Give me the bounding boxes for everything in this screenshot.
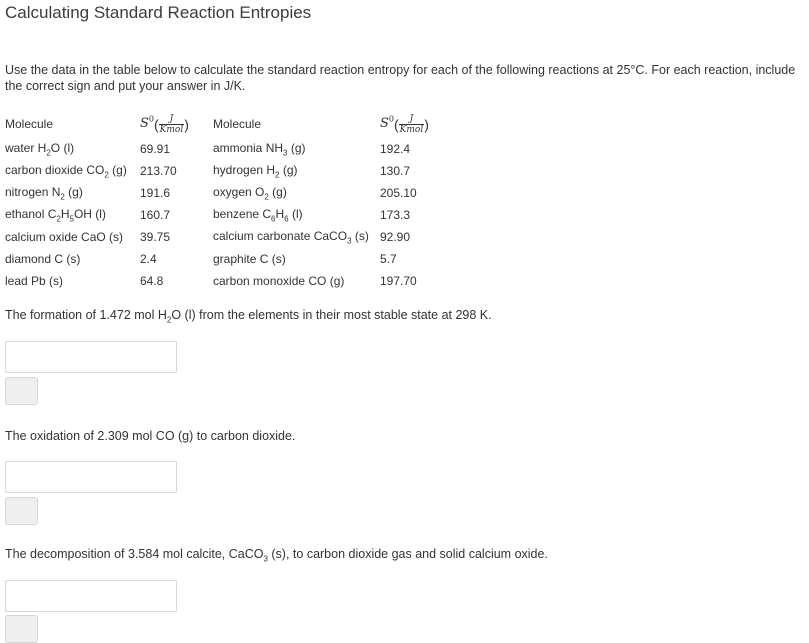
entropy-value-cell: 39.75 xyxy=(140,230,171,244)
header-s0-1: $S^0$( $\frac{J}{\text{Kmol}}$ ) xyxy=(140,113,189,135)
unit-selector-3[interactable] xyxy=(5,615,38,643)
entropy-value-cell: 160.7 xyxy=(140,208,171,222)
answer-input-3[interactable] xyxy=(5,580,177,612)
entropy-value-cell: 5.7 xyxy=(380,252,397,266)
entropy-value-cell: 2.4 xyxy=(140,252,157,266)
answer-input-2[interactable] xyxy=(5,461,177,493)
entropy-value-cell: 173.3 xyxy=(380,208,411,222)
question-1-text: The formation of 1.472 mol $H_2O$ (l) from the elements in their most stable state at 298 K. xyxy=(5,308,492,325)
molecule-cell: lead Pb (s) xyxy=(5,274,64,288)
entropy-value-cell: 192.4 xyxy=(380,142,411,156)
header-molecule-2: Molecule xyxy=(213,117,262,131)
entropy-value-cell: 205.10 xyxy=(380,186,417,200)
entropy-value-cell: 213.70 xyxy=(140,164,177,178)
unit-selector-2[interactable] xyxy=(5,497,38,525)
entropy-value-cell: 69.91 xyxy=(140,142,171,156)
answer-input-1[interactable] xyxy=(5,341,177,373)
page-title: Calculating Standard Reaction Entropies xyxy=(5,3,312,22)
table-header-row xyxy=(3,110,442,138)
question-2-text: The oxidation of 2.309 mol CO (g) to carbon dioxide. xyxy=(5,429,296,443)
molecule-cell: hydrogen $H_2$ (g) xyxy=(213,162,298,180)
entropy-value-cell: 197.70 xyxy=(380,274,417,288)
entropy-value-cell: 92.90 xyxy=(380,230,411,244)
molecule-cell: oxygen $O_2$ (g) xyxy=(213,184,287,202)
molecule-cell: diamond C (s) xyxy=(5,252,81,266)
table-row xyxy=(3,160,442,182)
entropy-value-cell: 64.8 xyxy=(140,274,164,288)
molecule-cell: calcium oxide CaO (s) xyxy=(5,230,124,244)
molecule-cell: carbon dioxide $CO_2$ (g) xyxy=(5,162,127,180)
table-row xyxy=(3,182,442,204)
molecule-cell: ammonia $NH_3$ (g) xyxy=(213,140,306,158)
table-row xyxy=(3,270,442,292)
molecule-cell: carbon monoxide CO (g) xyxy=(213,274,345,288)
table-row xyxy=(3,248,442,270)
entropy-data-table xyxy=(3,110,442,292)
table-row xyxy=(3,204,442,226)
molecule-cell: calcium carbonate CaCO$_3$ (s) xyxy=(213,228,369,246)
entropy-value-cell: 191.6 xyxy=(140,186,171,200)
table-row xyxy=(3,226,442,248)
entropy-value-cell: 130.7 xyxy=(380,164,411,178)
header-molecule-1: Molecule xyxy=(5,117,54,131)
table-row xyxy=(3,138,442,160)
molecule-cell: graphite C (s) xyxy=(213,252,286,266)
molecule-cell: nitrogen $N_2$ (g) xyxy=(5,184,83,202)
header-s0-2: $S^0$( $\frac{J}{\text{Kmol}}$ ) xyxy=(380,113,429,135)
molecule-cell: benzene $C_6H_6$ (l) xyxy=(213,206,303,224)
instructions-text: Use the data in the table below to calculate the standard reaction entropy for each of the following reactions at 25°C. For each reaction, include the correct sign and put your answer in J/K. xyxy=(5,63,796,93)
unit-selector-1[interactable] xyxy=(5,377,38,405)
question-3-text: The decomposition of 3.584 mol calcite, CaCO$_3$ (s), to carbon dioxide gas and solid calcium oxide. xyxy=(5,547,548,564)
molecule-cell: ethanol $C_2H_5OH$ (l) xyxy=(5,206,106,224)
molecule-cell: water $H_2O$ (l) xyxy=(5,140,75,158)
